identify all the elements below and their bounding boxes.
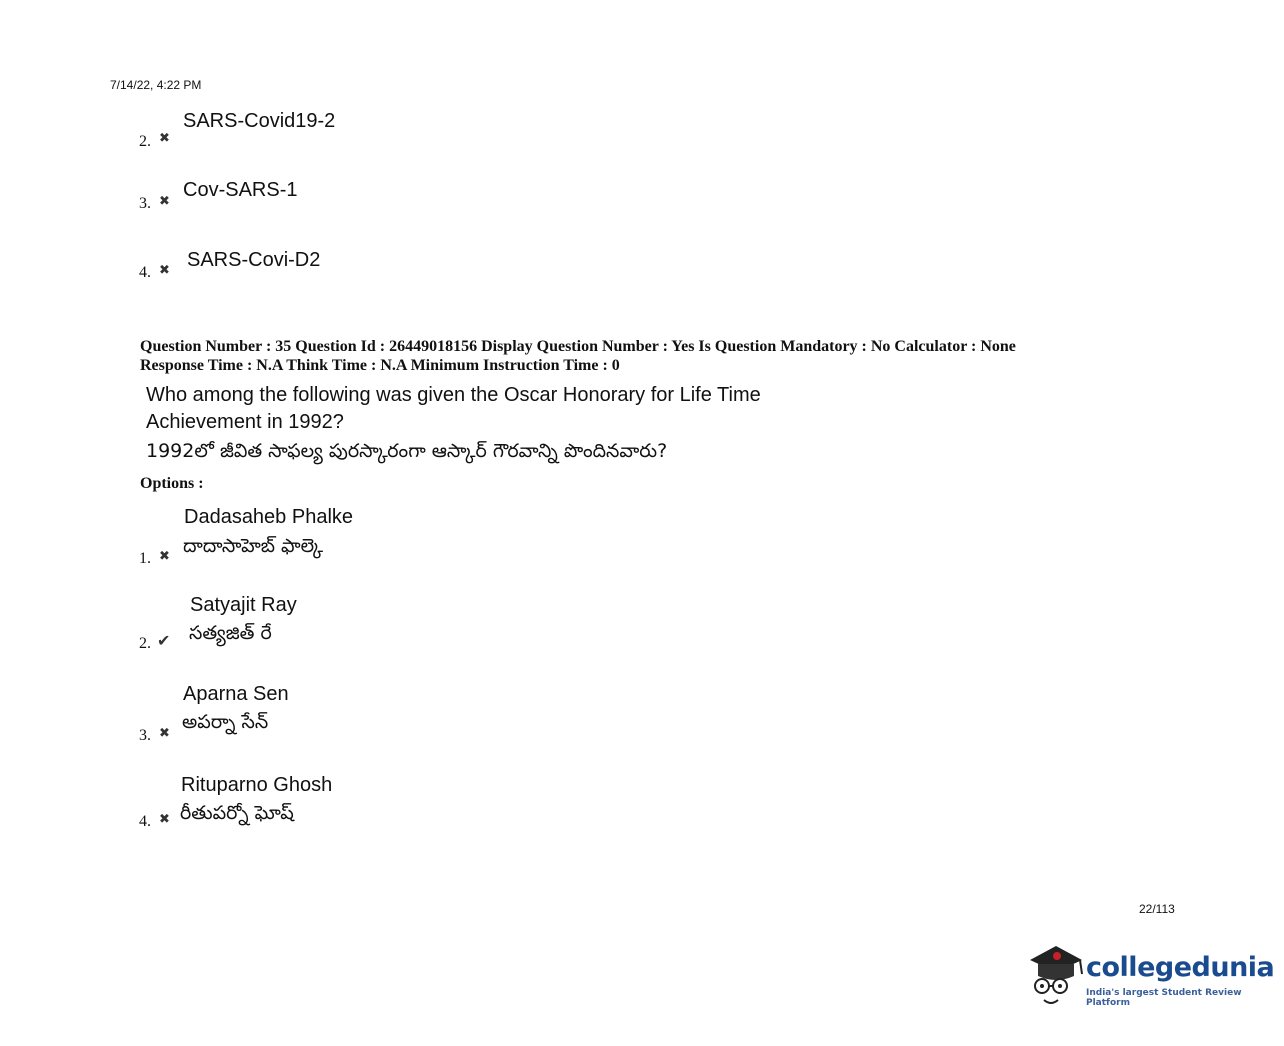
option-3-telugu: అపర్నా సేన్ [182, 711, 269, 733]
collegedunia-tagline: India's largest Student Review Platform [1086, 988, 1242, 1008]
collegedunia-mascot-icon [1024, 938, 1086, 1010]
prev-option-2-number: 2. [139, 133, 151, 150]
question-text-telugu: 1992లో జీవిత సాఫల్య పురస్కారంగా ఆస్కార్ గౌరవాన్ని పొందినవారు? [146, 440, 668, 462]
option-4-telugu: రీతుపర్నో ఘోష్ [180, 802, 294, 824]
cross-icon: ✖ [159, 811, 170, 826]
option-1-english: Dadasaheb Phalke [184, 506, 354, 528]
option-1-number: 1. [139, 550, 151, 567]
option-4-number: 4. [139, 813, 151, 830]
question-meta-line-1: Question Number : 35 Question Id : 26449018156 Display Question Number : Yes Is Question Mandatory : No Calculator : None [140, 338, 1016, 355]
prev-option-4-number: 4. [139, 264, 151, 281]
option-3-english: Aparna Sen [183, 683, 289, 705]
question-meta-line-2: Response Time : N.A Think Time : N.A Minimum Instruction Time : 0 [140, 357, 620, 374]
question-text-line-1: Who among the following was given the Oscar Honorary for Life Time [146, 384, 761, 406]
cross-icon: ✖ [159, 548, 170, 563]
option-2-number: 2. [139, 635, 151, 652]
cross-icon: ✖ [159, 193, 170, 208]
page-number: 22/113 [1139, 902, 1175, 916]
collegedunia-logo-text: collegedunia [1086, 952, 1275, 983]
option-2-telugu: సత్యజిత్ రే [189, 622, 272, 644]
question-text-line-2: Achievement in 1992? [146, 411, 344, 433]
cross-icon: ✖ [159, 262, 170, 277]
check-icon: ✔ [157, 633, 171, 650]
prev-option-4-text: SARS-Covi-D2 [187, 249, 321, 271]
options-label: Options : [140, 475, 204, 492]
option-2-english: Satyajit Ray [190, 594, 297, 616]
option-1-telugu: దాదాసాహెబ్ ఫాల్కె [183, 535, 324, 557]
prev-option-3-number: 3. [139, 195, 151, 212]
option-3-number: 3. [139, 727, 151, 744]
prev-option-2-text: SARS-Covid19-2 [183, 110, 336, 132]
option-4-english: Rituparno Ghosh [181, 774, 333, 796]
print-timestamp: 7/14/22, 4:22 PM [110, 78, 202, 92]
cross-icon: ✖ [159, 725, 170, 740]
prev-option-3-text: Cov-SARS-1 [183, 179, 298, 201]
cross-icon: ✖ [159, 130, 170, 145]
